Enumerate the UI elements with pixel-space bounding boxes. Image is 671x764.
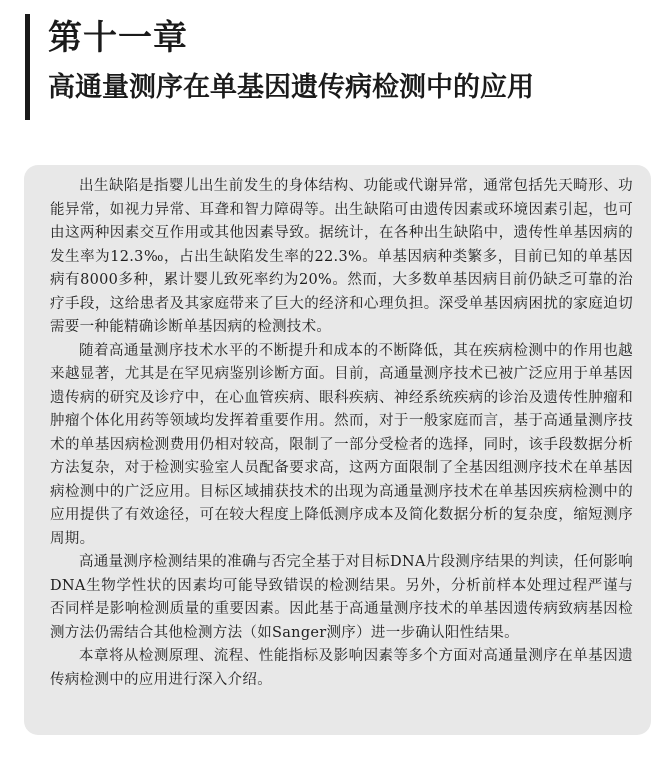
intro-paragraph: 随着高通量测序技术水平的不断提升和成本的不断降低，其在疾病检测中的作用也越来越显著，尤其是在罕见病鉴别诊断方面。目前，高通量测序技术已被广泛应用于单基因遗传病的研究及诊疗中，在心血管疾病、眼科疾病、神经系统疾病的诊治及遗传性肿瘤和肿瘤个体化用药等领域均发挥着重要作用。然而，对于一般家庭而言，基于高通量测序技术的单基因病检测费用仍相对较高，限制了一部分受检者的选择，同时，该手段数据分析方法复杂，对于检测实验室人员配备要求高，这两方面限制了全基因组测序技术在单基因病检测中的广泛应用。目标区域捕获技术的出现为高通量测序技术在单基因疾病检测中的应用提供了有效途径，可在较大程度上降低测序成本及简化数据分析的复杂度，缩短测序周期。 — [50, 342, 633, 547]
intro-paragraph: 出生缺陷是指婴儿出生前发生的身体结构、功能或代谢异常，通常包括先天畸形、功能异常，如视力异常、耳聋和智力障碍等。出生缺陷可由遗传因素或环境因素引起，也可由这两种因素交互作用或其他因素导致。据统计，在各种出生缺陷中，遗传性单基因病的发生率为12.3‰，占出生缺陷发生率的22.3%。单基因病种类繁多，目前已知的单基因病有8000多种，累计婴儿致死率约为20%。然而，大多数单基因病目前仍缺乏可靠的治疗手段，这给患者及其家庭带来了巨大的经济和心理负担。深受单基因病困扰的家庭迫切需要一种能精确诊断单基因病的检测技术。 — [50, 178, 633, 335]
intro-paragraph: 本章将从检测原理、流程、性能指标及影响因素等多个方面对高通量测序在单基因遗传病检测中的应用进行深入介绍。 — [50, 648, 633, 688]
chapter-header — [25, 14, 645, 120]
chapter-intro-box — [24, 165, 651, 735]
chapter-number: 第十一章 — [48, 18, 188, 58]
chapter-title: 高通量测序在单基因遗传病检测中的应用 — [48, 72, 534, 103]
intro-paragraph: 高通量测序检测结果的准确与否完全基于对目标DNA片段测序结果的判读，任何影响DNA生物学性状的因素均可能导致错误的检测结果。另外，分析前样本处理过程严谨与否同样是影响检测质量的重要因素。因此基于高通量测序技术的单基因遗传病致病基因检测方法仍需结合其他检测方法（如Sanger测序）进一步确认阳性结果。 — [50, 554, 633, 641]
